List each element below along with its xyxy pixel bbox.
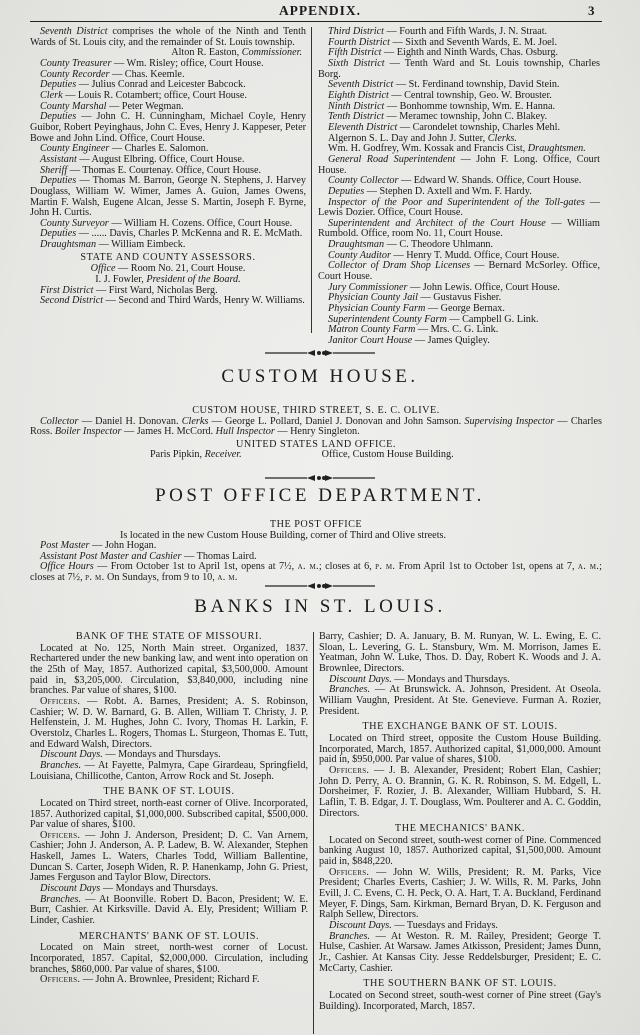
entry-text: — Campbell G. Link. bbox=[446, 313, 539, 325]
directory-entry bbox=[319, 932, 601, 975]
entry-label: Branches. bbox=[40, 759, 82, 771]
entry-text: — William Rumbold. Office, room No. 11, Court House. bbox=[318, 217, 600, 240]
entry-text: MERCHANTS' BANK OF ST. LOUIS. bbox=[78, 930, 260, 942]
entry-label: Discount Days. bbox=[40, 749, 103, 761]
entry-text: — August Elbring. Office, Court House. bbox=[76, 153, 245, 165]
banks-title: BANKS IN ST. LOUIS. bbox=[194, 596, 446, 617]
entry-label: Officers. bbox=[40, 974, 81, 986]
entry-label: Discount Days. bbox=[329, 920, 392, 932]
entry-text: — First Ward, Nicholas Berg. bbox=[93, 284, 218, 296]
entry-label: Officers. bbox=[40, 695, 81, 707]
entry-label: County Engineer bbox=[40, 143, 110, 155]
directory-entry bbox=[318, 59, 600, 80]
entry-label: County Collector bbox=[328, 175, 399, 187]
entry-text: — Gustavus Fisher. bbox=[417, 292, 502, 304]
entry-label: Branches. bbox=[40, 893, 82, 905]
entry-text: — William Eimbeck. bbox=[96, 239, 186, 251]
land-office-heading: UNITED STATES LAND OFFICE. bbox=[236, 438, 396, 450]
entry-label: Clerks bbox=[181, 415, 209, 427]
entry-text: Located on Third street, north-east corner of Olive. Incorporated, 1857. Authorized capital, $1,000,000. Subscribed capital, $500,000. Par value of shares, $100. bbox=[30, 797, 308, 831]
entry-text: — At Boonville. Robert D. Bacon, President; W. E. Burr, Cashier. At Kirksville. David A. Ely, President; William P. Linder, Cashier. bbox=[30, 893, 308, 927]
entry-text: — Mondays and Thursdays. bbox=[100, 883, 219, 895]
directory-entry bbox=[319, 836, 601, 868]
entry-text: — James H. McCord. bbox=[121, 426, 216, 437]
directory-entry bbox=[30, 296, 306, 307]
entry-label: Superintendent County Farm bbox=[328, 313, 447, 325]
land-office-location: Office, Custom House Building. bbox=[321, 449, 454, 460]
entry-text: — Second and Third Wards, Henry W. Williams. bbox=[103, 295, 305, 307]
entry-label: Branches. bbox=[329, 930, 371, 942]
entry-text: ; closes at 7½, bbox=[30, 561, 602, 583]
entry-text: — At Brunswick. A. Johnson, President. At Oseola. William Vaughn, President. At Ste. Genevieve. Furman A. Rozier, President. bbox=[319, 684, 601, 717]
entry-text: — Thomas E. Courtenay. Office, Court House. bbox=[67, 164, 262, 176]
entry-label: Physician County Farm bbox=[328, 303, 426, 315]
section-heading bbox=[30, 632, 308, 643]
entry-text: — Mondays and Thursdays. bbox=[102, 749, 221, 761]
directory-entry bbox=[30, 975, 308, 986]
custom-house-staff bbox=[30, 417, 602, 438]
directory-entry bbox=[30, 112, 306, 144]
post-office-title: POST OFFICE DEPARTMENT. bbox=[155, 485, 485, 506]
entry-text: — John F. Long. Office, Court House. bbox=[318, 153, 600, 176]
section-heading bbox=[30, 253, 306, 264]
banks-left-column bbox=[30, 630, 308, 986]
entry-text: — Charles Ross. bbox=[30, 415, 602, 437]
entry-label: a. m. bbox=[297, 561, 319, 572]
directory-entry bbox=[319, 685, 601, 717]
entry-label: Collector bbox=[40, 415, 79, 427]
county-officers-left-column bbox=[30, 27, 306, 307]
entry-label: Assistant Post Master and Cashier bbox=[40, 550, 182, 562]
entry-label: Sixth District bbox=[328, 57, 385, 69]
entry-label: Seventh District bbox=[40, 26, 108, 37]
directory-entry bbox=[318, 336, 600, 347]
ornamental-divider bbox=[0, 349, 640, 357]
directory-entry bbox=[318, 219, 600, 240]
entry-text: — C. Theodore Uhlmann. bbox=[384, 239, 494, 251]
page-number: 3 bbox=[588, 3, 595, 18]
entry-text: BANK OF THE STATE OF MISSOURI. bbox=[75, 631, 263, 642]
entry-text: — John A. Brownlee, President; Richard F. bbox=[80, 974, 260, 986]
banks-right-column bbox=[319, 632, 601, 1012]
entry-text: — From October 1st to April 1st, opens at 7½, bbox=[93, 561, 298, 572]
entry-text: I. J. Fowler, bbox=[95, 274, 147, 286]
entry-text: — Wm. Risley; office, Court House. bbox=[111, 57, 264, 69]
entry-label: Draughtsmen. bbox=[527, 143, 586, 155]
directory-entry bbox=[30, 644, 308, 697]
directory-entry bbox=[30, 943, 308, 975]
entry-text: — Lewis Dozier. Office, Court House. bbox=[318, 196, 601, 219]
entry-text: — Meramec township, John C. Blakey. bbox=[383, 111, 548, 123]
entry-text: — John C. H. Cunningham, Michael Coyle, Henry Guibor, Robert Peyinghaus, John C. Eves, Henry J. Kappeser, Peter Bowe and John Lind. Office, Court House. bbox=[30, 111, 306, 144]
entry-text: Located at No. 125, North Main street. Organized, 1837. Rechartered under the new banking law, and went into operation on the 25th of May, 1857. Authorized capital, $3,500,000. Amount paid in, $3,205,000. Circulation, $3,840,000, including nine branches. Par value of shares, $100. bbox=[30, 642, 308, 697]
entry-label: Seventh District bbox=[328, 79, 394, 91]
entry-text: — John W. Wills, President; R. M. Parks, Vice President; Charles Everts, Cashier; J. W. Wills, R. M. Parks, John Evill, J. C. Evens, C. H. Peck, O. A. Hart, T. A. Buckland, Ferdinand Meyer, F. Dings, Sam. Kirkman, Bernard Bryan, D. K. Ferguson and Ralph Sellew, Directors. bbox=[319, 866, 601, 921]
entry-text: — Chas. Keemle. bbox=[109, 68, 185, 80]
section-heading bbox=[30, 787, 308, 798]
entry-text: — Central township, Geo. W. Brouster. bbox=[388, 89, 552, 101]
directory-entry bbox=[319, 868, 601, 921]
entry-text: — Eighth and Ninth Wards, Chas. Osburg. bbox=[381, 47, 558, 59]
directory-entry bbox=[30, 761, 308, 782]
entry-text: Located on Main street, north-west corner of Locust. Incorporated, 1857. Capital, $2,000,000. Circulation, including branches, $860,000. Par value of shares, $100. bbox=[30, 942, 308, 975]
entry-label: Inspector of the Poor and Superintendent of the Toll-gates bbox=[328, 196, 585, 208]
section-heading bbox=[319, 722, 601, 733]
directory-entry bbox=[30, 895, 308, 927]
directory-entry bbox=[30, 27, 306, 48]
entry-label: Boiler Inspector bbox=[54, 426, 122, 437]
entry-text: — Edward W. Shands. Office, Court House. bbox=[398, 175, 582, 187]
land-office-line bbox=[30, 450, 602, 461]
entry-label: Draughtsman bbox=[328, 239, 385, 251]
entry-label: General Road Superintendent bbox=[328, 153, 456, 165]
entry-label: Clerk bbox=[40, 89, 63, 101]
entry-label: County Recorder bbox=[40, 68, 110, 80]
entry-text: — J. B. Alexander, President; Robert Elan, Cashier; John D. Perry, A. O. Brannin, G. K. R. Robinson, S. M. Edgell, L. Dorsheimer, F. Rozier, J. B. Alexander, William Hubbard, S. H. Laflin, T. B. Edgar, J. T. Douglass, Wm. Poulterer and A. C. Goddin, Directors. bbox=[319, 764, 601, 819]
entry-text: — Henry T. Mudd. Office, Court House. bbox=[390, 249, 560, 261]
entry-label: County Auditor bbox=[328, 249, 391, 261]
entry-text: — Tuesdays and Fridays. bbox=[391, 920, 498, 932]
entry-text: — Room No. 21, Court House. bbox=[115, 263, 246, 275]
entry-text: — Carondelet township, Charles Mehl. bbox=[397, 121, 561, 133]
entry-text: — Daniel H. Donovan. bbox=[78, 415, 182, 427]
entry-label: Deputies bbox=[40, 228, 77, 240]
entry-label: a. m. bbox=[217, 571, 238, 583]
entry-text: — John Hogan. bbox=[89, 540, 157, 551]
entry-label: First District bbox=[40, 284, 94, 296]
post-office-section bbox=[30, 520, 602, 583]
directory-entry bbox=[30, 240, 306, 251]
entry-text: THE MECHANICS' BANK. bbox=[394, 823, 526, 835]
directory-entry bbox=[319, 734, 601, 766]
entry-text: — At Weston. R. M. Railey, President; George T. Hulse, Cashier. At Warsaw. James Atkisson, President; James Dunn, Jr., Cashier. At Kansas City. Jesse Reddelsburger, President; E. C. McCarty, Cashier. bbox=[319, 930, 601, 974]
entry-label: Assistant bbox=[40, 153, 77, 165]
entry-text: — Peter Wegman. bbox=[106, 100, 184, 112]
entry-label: Tenth District bbox=[328, 111, 384, 123]
directory-entry bbox=[318, 198, 600, 219]
entry-text: STATE AND COUNTY ASSESSORS. bbox=[80, 251, 256, 263]
custom-house-section bbox=[30, 406, 602, 461]
entry-text: — Bonhomme township, Wm. E. Hanna. bbox=[384, 100, 556, 112]
section-heading bbox=[319, 824, 601, 835]
entry-label: Janitor Court House bbox=[328, 335, 413, 347]
entry-text: Wm. H. Godfrey, Wm. Kossak and Francis Cist, bbox=[328, 143, 528, 155]
post-office-line bbox=[30, 562, 602, 583]
entry-label: Second District bbox=[40, 295, 104, 307]
entry-text: — Julius Conrad and Leicester Babcock. bbox=[76, 79, 246, 91]
entry-label: Branches. bbox=[329, 684, 371, 696]
entry-label: Draughtsman bbox=[40, 239, 97, 251]
entry-text: — Mrs. C. G. Link. bbox=[415, 324, 499, 336]
entry-label: County Marshal bbox=[40, 100, 107, 112]
entry-text: — George L. Pollard, Daniel J. Donovan and John Samson. bbox=[208, 415, 465, 427]
entry-label: Deputies bbox=[40, 111, 77, 123]
entry-text: — Thomas Laird. bbox=[181, 550, 257, 562]
entry-label: Collector of Dram Shop Licenses bbox=[328, 260, 471, 272]
entry-text: — John J. Anderson, President; D. C. Van Arnem, Cashier; John J. Anderson, A. P. Ladew, B. W. Alexander, Stephen Haskell, James L. Waters, Charles Todd, William Ballentine, Duncan S. Carter, Joseph Widen, R. P. Hanenkamp, John G. Priest, James Ferguson and Taylor Blow, Directors. bbox=[30, 829, 308, 884]
ornamental-divider bbox=[0, 474, 640, 482]
entry-text: — Louis R. Cotambert; office, Court House. bbox=[62, 89, 247, 101]
entry-text: — At Fayette, Palmyra, Cape Girardeau, Springfield, Louisiana, Chillicothe, Canton, Arrow Rock and St. Joseph. bbox=[30, 759, 308, 782]
entry-text: ; closes at 6, bbox=[318, 561, 376, 572]
entry-text: Alton R. Easton, bbox=[171, 47, 242, 59]
entry-text: From April 1st to October 1st, opens at 7, bbox=[395, 561, 578, 572]
custom-house-subheading: CUSTOM HOUSE, THIRD STREET, S. E. C. OLIVE. bbox=[192, 405, 440, 416]
post-office-subheading: THE POST OFFICE bbox=[269, 519, 363, 530]
entry-text: — Sixth and Seventh Wards, E. M. Joel. bbox=[389, 36, 558, 48]
ornamental-divider bbox=[0, 582, 640, 590]
directory-entry bbox=[30, 697, 308, 750]
entry-text: — Tenth Ward and St. Louis township, Charles Borg. bbox=[318, 57, 600, 80]
header-rule bbox=[30, 21, 602, 22]
receiver-title: Receiver. bbox=[204, 449, 242, 460]
entry-text: — St. Ferdinand township, David Stein. bbox=[393, 79, 560, 91]
entry-label: Deputies bbox=[328, 185, 365, 197]
entry-text: — George Bernax. bbox=[425, 303, 505, 315]
entry-text: comprises the whole of the Ninth and Tenth Wards of St. Louis city, and the remainder of St. Louis township. bbox=[30, 26, 306, 48]
entry-text: THE EXCHANGE BANK OF ST. LOUIS. bbox=[362, 721, 558, 733]
entry-label: County Surveyor bbox=[40, 217, 109, 229]
entry-label: Eighth District bbox=[328, 89, 389, 101]
entry-label: Officers. bbox=[329, 866, 370, 878]
entry-text: — ...... Davis, Charles P. McKenna and R. E. McMath. bbox=[76, 228, 303, 240]
entry-text: — Mondays and Thursdays. bbox=[391, 673, 510, 685]
entry-label: Office Hours bbox=[40, 561, 94, 572]
entry-label: Post Master bbox=[40, 540, 90, 551]
entry-label: p. m. bbox=[85, 571, 105, 583]
directory-entry bbox=[319, 766, 601, 819]
entry-text: THE BANK OF ST. LOUIS. bbox=[103, 786, 235, 798]
entry-label: Jury Commissioner bbox=[328, 281, 408, 293]
entry-text: Located on Third street, opposite the Custom House Building. Incorporated, March, 1857. Authorized capital, $1,000,000. Amount paid in, $950,000. Par value of shares, $100. bbox=[319, 732, 601, 766]
directory-entry bbox=[30, 831, 308, 884]
entry-text: — Thomas M. Barron, George N. Stephens, J. Harvey Douglass, William W. Wimer, James A. Guion, James Owens, Martin F. Walsh, Eugene Alcan, Jesse S. Martin, Joseph F. Byrne, John H. Curtis. bbox=[30, 175, 306, 219]
entry-text: Algernon S. L. Day and John J. Sutter, bbox=[328, 132, 488, 144]
directory-entry bbox=[318, 155, 600, 176]
entry-label: President of the Board. bbox=[146, 274, 241, 286]
entry-text: — Bernard McSorley. Office, Court House. bbox=[318, 260, 600, 283]
entry-label: Hull Inspector bbox=[215, 426, 275, 437]
entry-label: County Treasurer bbox=[40, 57, 112, 69]
entry-text: — Charles E. Salomon. bbox=[109, 143, 209, 155]
column-divider bbox=[313, 632, 314, 1034]
entry-text: — Henry Singleton. bbox=[274, 426, 360, 437]
county-officers-right-column bbox=[318, 27, 600, 347]
entry-label: Ninth District bbox=[328, 100, 385, 112]
directory-entry bbox=[318, 261, 600, 282]
entry-label: Sheriff bbox=[40, 164, 68, 176]
entry-text: On Sundays, from 9 to 10, bbox=[104, 571, 218, 583]
entry-label: Discount Days bbox=[40, 883, 101, 895]
entry-label: Matron County Farm bbox=[328, 324, 416, 336]
running-header: APPENDIX. bbox=[278, 3, 362, 18]
directory-entry bbox=[319, 632, 601, 675]
entry-text: — James Quigley. bbox=[412, 335, 490, 347]
directory-entry bbox=[30, 176, 306, 219]
entry-text: — William H. Cozens. Office, Court House. bbox=[108, 217, 293, 229]
receiver-name: Paris Pipkin, bbox=[150, 449, 205, 460]
entry-text: — John Lewis. Office, Court House. bbox=[407, 281, 560, 293]
directory-entry bbox=[319, 991, 601, 1012]
entry-label: Fifth District bbox=[328, 47, 382, 59]
entry-label: Physician County Jail bbox=[328, 292, 418, 304]
section-heading bbox=[319, 979, 601, 990]
entry-label: p. m. bbox=[375, 561, 396, 572]
custom-house-title: CUSTOM HOUSE. bbox=[221, 366, 419, 387]
entry-label: Commissioner. bbox=[241, 47, 302, 59]
entry-label: Office bbox=[90, 263, 116, 275]
column-divider bbox=[311, 27, 312, 333]
entry-label: Officers. bbox=[329, 764, 370, 776]
entry-label: Deputies bbox=[40, 79, 77, 91]
entry-label: Fourth District bbox=[328, 36, 390, 48]
entry-label: Eleventh District bbox=[328, 121, 398, 133]
entry-label: Superintendent and Architect of the Court House bbox=[328, 217, 546, 229]
entry-text: Barry, Cashier; D. A. January, B. M. Runyan, W. L. Ewing, E. C. Sloan, L. Levering, G. L. Stansbury, Wm. M. Morrison, James E. Yeatman, John W. Luke, Thos. D. Day, Robert K. Woods and J. A. Brownlee, Directors. bbox=[319, 631, 601, 674]
entry-label: Officers. bbox=[40, 829, 81, 841]
entry-text: Located on Second street, south-west corner of Pine. Commenced banking August 10, 1857. Authorized capital, $1,500,000. Amount paid in, $848,220. bbox=[319, 834, 601, 868]
entry-text: — Stephen D. Axtell and Wm. F. Hardy. bbox=[364, 185, 532, 197]
entry-label: Discount Days. bbox=[329, 673, 392, 685]
entry-text: — Fourth and Fifth Wards, J. N. Straat. bbox=[383, 26, 548, 37]
entry-label: a. m. bbox=[577, 561, 600, 572]
entry-text: Located on Second street, south-west corner of Pine street (Gay's Building). Incorporated, March, 1857. bbox=[319, 990, 601, 1012]
entry-label: Third District bbox=[328, 26, 384, 37]
entry-text: — Robt. A. Barnes, President; A. S. Robinson, Cashier; W. D. W. Barnard, G. B. Allen, William T. Christy, J. P. Helfenstein, J. M. Hughes, John C. Ivory, Thomas H. Larkin, F. Overstolz, Charles L. Rogers, Thomas L. Sturgeon, Thomas E. Tutt, and Edward Walsh, Directors. bbox=[30, 695, 308, 750]
entry-label: Supervising Inspector bbox=[464, 415, 555, 427]
entry-label: Clerks. bbox=[487, 132, 517, 144]
post-office-location: Is located in the new Custom House Building, corner of Third and Olive streets. bbox=[120, 529, 447, 541]
entry-label: Deputies bbox=[40, 175, 77, 187]
section-heading bbox=[30, 932, 308, 943]
directory-entry bbox=[30, 799, 308, 831]
entry-text: THE SOUTHERN BANK OF ST. LOUIS. bbox=[363, 978, 557, 990]
